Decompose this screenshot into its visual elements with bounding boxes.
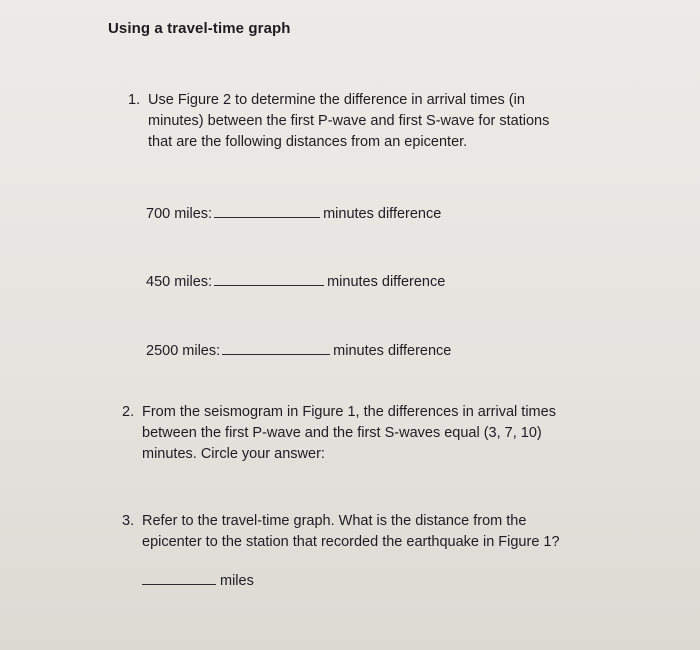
question-2 bbox=[122, 402, 622, 465]
question-3-line: epicenter to the station that recorded the earthquake in Figure 1? bbox=[142, 534, 560, 550]
answer-suffix: minutes difference bbox=[333, 343, 452, 359]
question-3-line: Refer to the travel-time graph. What is the distance from the bbox=[142, 513, 527, 529]
answer-row-2500-miles bbox=[146, 342, 451, 359]
distance-label: 2500 miles: bbox=[146, 343, 221, 359]
worksheet-title: Using a travel-time graph bbox=[108, 20, 291, 37]
question-2-number: 2. bbox=[122, 404, 135, 420]
question-1-line: that are the following distances from an epicenter. bbox=[148, 134, 468, 150]
answer-suffix: minutes difference bbox=[327, 274, 446, 290]
answer-suffix-miles: miles bbox=[220, 573, 254, 589]
question-3-text bbox=[142, 511, 622, 553]
answer-row-distance bbox=[142, 572, 254, 589]
answer-blank-450[interactable] bbox=[214, 273, 324, 286]
answer-suffix: minutes difference bbox=[323, 206, 442, 222]
distance-label: 700 miles: bbox=[146, 206, 213, 222]
question-2-line: between the first P-wave and the first S-waves equal (3, 7, 10) bbox=[142, 425, 542, 441]
distance-label: 450 miles: bbox=[146, 274, 213, 290]
question-1-line: minutes) between the first P-wave and first S-wave for stations bbox=[148, 113, 550, 129]
answer-blank-distance[interactable] bbox=[142, 572, 216, 585]
answer-blank-700[interactable] bbox=[214, 205, 320, 218]
question-1-line: Use Figure 2 to determine the difference in arrival times (in bbox=[148, 92, 525, 108]
question-3 bbox=[122, 511, 622, 553]
question-2-line: minutes. Circle your answer: bbox=[142, 446, 325, 462]
answer-blank-2500[interactable] bbox=[222, 342, 330, 355]
question-1 bbox=[128, 90, 628, 153]
question-1-number: 1. bbox=[128, 92, 141, 108]
question-2-line: From the seismogram in Figure 1, the differences in arrival times bbox=[142, 404, 556, 420]
answer-row-450-miles bbox=[146, 273, 445, 290]
question-2-text bbox=[142, 402, 622, 465]
answer-row-700-miles bbox=[146, 205, 441, 222]
question-3-number: 3. bbox=[122, 513, 135, 529]
question-1-text bbox=[148, 90, 628, 153]
